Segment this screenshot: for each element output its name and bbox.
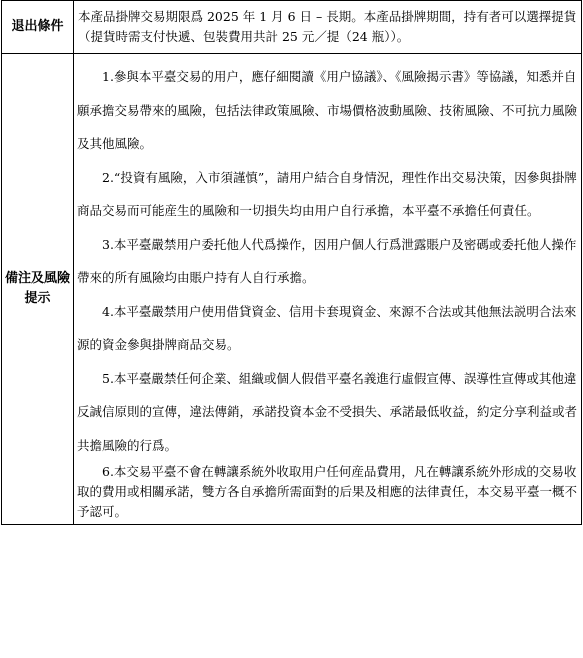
risk-note-2: 2.“投資有風險，入市須謹慎”，請用户結合自身情況，理性作出交易決策，因參與掛牌商品交易而可能産生的風險和一切損失均由用户自行承擔，本平臺不承擔任何責任。 <box>77 169 577 218</box>
risk-note-5: 5.本平臺嚴禁任何企業、組織或個人假借平臺名義進行虛假宣傳、誤導性宣傳或其他違反誠信原則的宣傳，違法傳銷，承諾投資本金不受損失、承諾最低收益，約定分享利益或者共擔風險的行爲。 <box>77 370 578 453</box>
exit-conditions-label: 退出條件 <box>2 1 74 54</box>
exit-conditions-row <box>2 1 582 54</box>
risk-note-3: 3.本平臺嚴禁用户委托他人代爲操作，因用户個人行爲泄露賬户及密碼或委托他人操作帶來的所有風險均由賬户持有人自行承擔。 <box>77 236 577 285</box>
risk-notes-cell <box>74 54 582 525</box>
risk-note-6: 6.本交易平臺不會在轉讓系統外收取用户任何産品費用，凡在轉讓系統外形成的交易收取的費用或相關承諾，雙方各自承擔所需面對的后果及相應的法律責任，本交易平臺一概不予認可。 <box>77 464 578 519</box>
exit-conditions-text: 本產品掛牌交易期限爲 2025 年 1 月 6 日 – 長期。本產品掛牌期間，持有者可以選擇提貨（提貨時需支付快遞、包裝費用共計 25 元／提（24 瓶））。 <box>78 9 577 44</box>
risk-notes-label: 備注及風險提示 <box>2 54 74 525</box>
exit-conditions-cell <box>74 1 582 54</box>
info-table <box>1 0 582 525</box>
risk-notes-row <box>2 54 582 525</box>
risk-note-1: 1.參與本平臺交易的用户，應仔細閱讀《用户協議》、《風險揭示書》等協議，知悉并自願承擔交易帶來的風險，包括法律政策風險、市場價格波動風險、技術風險、不可抗力風險及其他風險。 <box>77 69 578 151</box>
risk-note-4: 4.本平臺嚴禁用户使用借貸資金、信用卡套現資金、來源不合法或其他無法説明合法來源的資金參與掛牌商品交易。 <box>77 303 577 352</box>
